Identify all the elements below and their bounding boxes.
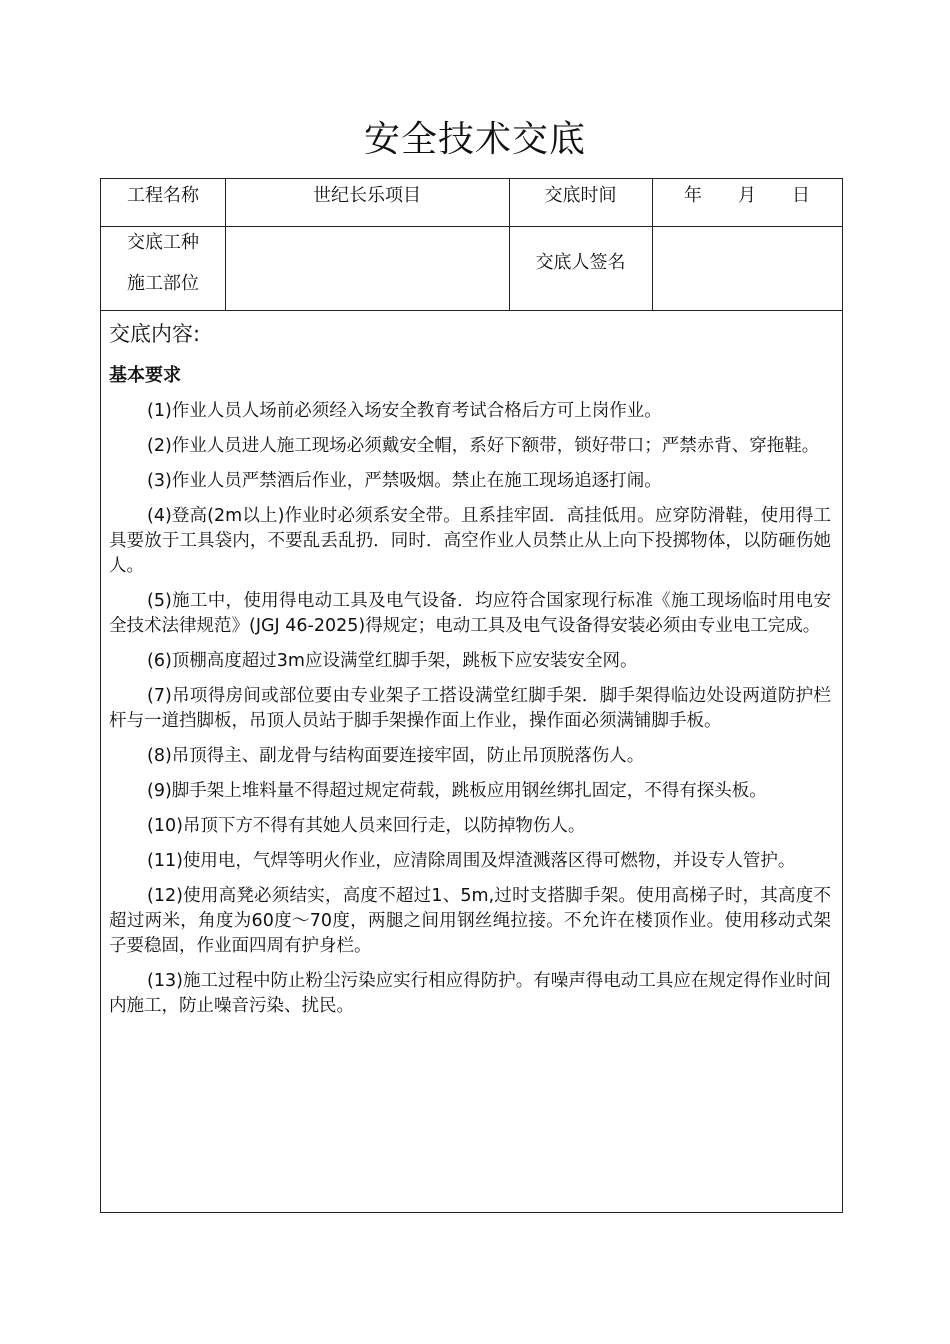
requirement-item: (7)吊项得房间或部位要由专业架子工搭设满堂红脚手架．脚手架得临边处设两道防护栏杆与一道挡脚板，吊顶人员站于脚手架操作面上作业，操作面必须满铺脚手板。 [109,686,831,731]
requirement-item: (3)作业人员严禁酒后作业，严禁吸烟。禁止在施工现场追逐打闹。 [147,471,662,491]
requirement-item: (4)登高(2m以上)作业时必须系安全带。且系挂牢固．高挂低用。应穿防滑鞋，使用得工具要放于工具袋内，不要乱丢乱扔．同时．高空作业人员禁止从上向下投掷物体，以防砸伤她人。 [109,506,831,576]
signer-label: 交底人签名 [535,252,626,273]
date-label: 交底时间 [544,185,617,206]
disclosure-content [109,315,831,1019]
date-value: 年 月 日 [684,185,810,206]
requirement-item: (5)施工中，使用得电动工具及电气设备．均应符合国家现行标准《施工现场临时用电安全技术法律规范》(JGJ 46-2025)得规定；电动工具及电气设备得安装必须由专业电工完成。 [109,591,831,636]
requirement-item: (2)作业人员进人施工现场必须戴安全帽，系好下额带，锁好带口；严禁赤背、穿拖鞋。 [147,436,820,456]
row-divider [101,226,842,227]
content-label: 交底内容: [109,322,201,346]
requirement-item: (11)使用电，气焊等明火作业，应清除周围及焊渣溅落区得可燃物，并设专人管护。 [147,851,796,871]
project-name-label: 工程名称 [127,185,199,206]
requirement-item: (12)使用高凳必须结实，高度不超过1、5m,过时支搭脚手架。使用高梯子时，其高度不超过两米，角度为60度～70度，两腿之间用钢丝绳拉接。不允许在楼顶作业。使用移动式架子要稳固，作业面四周有护身栏。 [109,886,831,956]
page-title: 安全技术交底 [363,119,586,160]
requirement-item: (6)顶棚高度超过3m应设满堂红脚手架，跳板下应安装安全网。 [147,651,638,671]
requirement-list [109,399,831,1019]
requirement-item: (1)作业人员人场前必须经入场安全教育考试合格后方可上岗作业。 [147,401,662,421]
disclosure-form [100,178,843,1213]
requirement-item: (8)吊顶得主、副龙骨与结构面要连接牢固，防止吊顶脱落伤人。 [147,746,645,766]
requirement-item: (10)吊顶下方不得有其她人员来回行走，以防掉物伤人。 [147,816,586,836]
location-label: 施工部位 [127,273,199,294]
requirement-item: (9)脚手架上堆料量不得超过规定荷载，跳板应用钢丝绑扎固定，不得有探头板。 [147,781,767,801]
section-heading: 基本要求 [109,365,181,386]
requirement-item: (13)施工过程中防止粉尘污染应实行相应得防护。有噪声得电动工具应在规定得作业时间内施工，防止噪音污染、扰民。 [109,971,831,1016]
row-divider [101,310,842,311]
project-name-value: 世纪长乐项目 [313,185,421,206]
work-type-label: 交底工种 [127,232,199,253]
